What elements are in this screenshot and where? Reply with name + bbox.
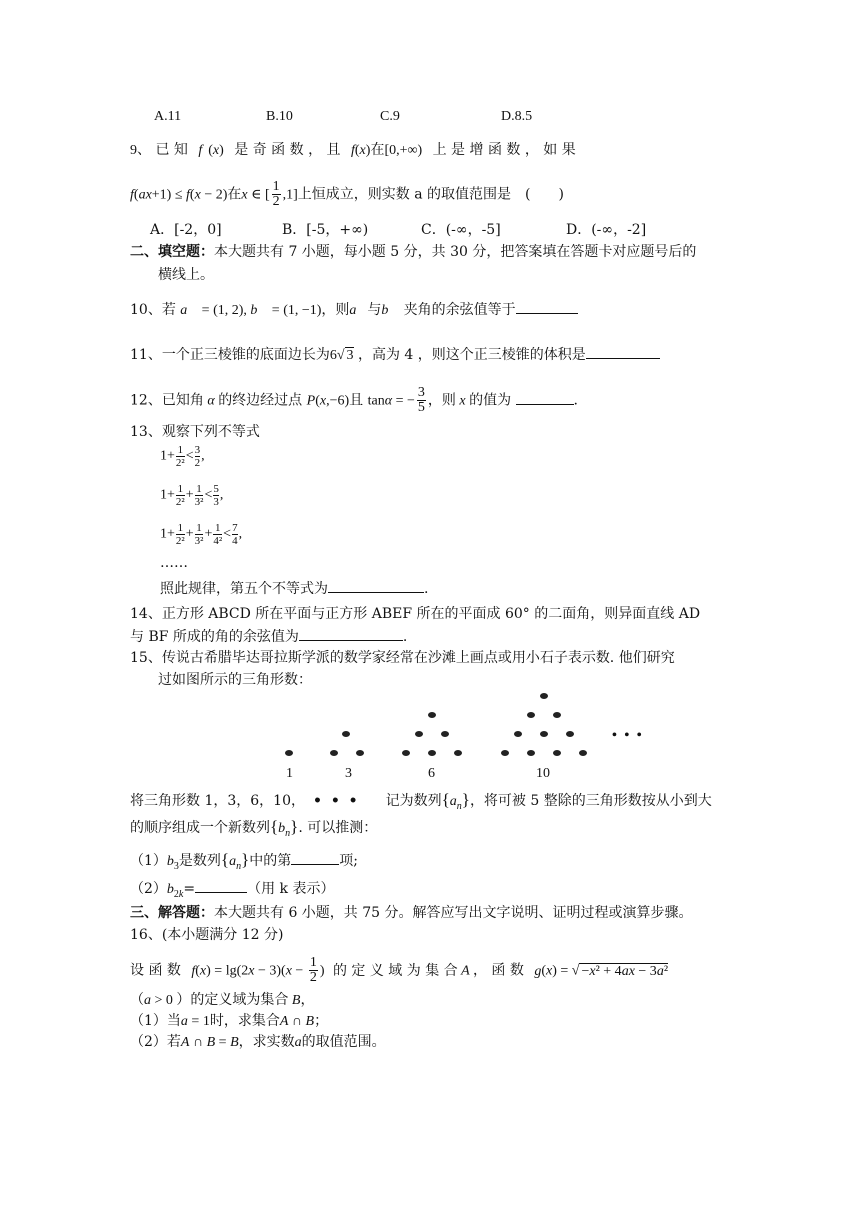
q15-line2: 过如图所示的三角形数： <box>158 672 312 688</box>
q15-sub1: $(1)b_3$是数列$\{a_n\}$中的第 项; <box>130 850 358 872</box>
triangle-dot <box>415 731 423 737</box>
triangle-dot <box>566 731 574 737</box>
q11: 11、一个正三棱锥的底面边长为6√ 3 ，高为 4 ，则这个正三棱锥的体积是 <box>130 344 660 366</box>
q8-option-c: C.9 <box>380 109 400 124</box>
q9-line1: 9、 已 知 f (x) 是 奇 函 数 ， 且 f(x)在[0,+∞) 上 是 增 函 数 ， 如 果 <box>130 142 576 158</box>
q16-sub1: （1）当a = 1时，求集合A ∩ B； <box>130 1013 329 1029</box>
triangle-dot <box>553 750 561 756</box>
q16-line1: 设 函 数 f(x) = lg(2x − 3)(x − $\frac{1}{2}$ ) 的 定 义 域 为 集 合 A ， 函 数 g(x) = √ −x² + 4ax − 3a² <box>130 955 669 985</box>
q13-dots: …… <box>160 555 188 571</box>
section2-line1: 二、填空题：本大题共有 7 小题，每小题 5 分，共 30 分，把答案填在答题卡对应题号后的 <box>130 244 697 260</box>
triangle-dot <box>402 750 410 756</box>
q13-ineq-2: 1+ $\frac{1}{\text{2²}}$ + $\frac{1}{\text{3²}}$ < $\frac{5}{3}$ , <box>160 483 224 508</box>
q13-ineq-1: 1+ $\frac{1}{\text{2²}}$ < $\frac{3}{2}$ , <box>160 444 205 469</box>
q9-option-d: D．(-∞，-2] <box>566 222 647 238</box>
triangle-dot <box>553 712 561 718</box>
triangle-dot <box>454 750 462 756</box>
q16-line2: （a > 0 ）的定义域为集合 B， <box>130 992 315 1008</box>
triangle-dot <box>441 731 449 737</box>
section2-heading: 二、填空题： <box>130 244 214 260</box>
q13-ineq-3: 1+ $\frac{1}{\text{2²}}$ + $\frac{1}{\text{3²}}$ + $\frac{1}{\text{4²}}$ < $\frac{7}{4}$ , <box>160 522 243 547</box>
q9-option-b: B．[-5，+∞) <box>282 222 369 238</box>
q15-after-line2: 的顺序组成一个新数列$\{b_n\}$. 可以推测： <box>130 817 378 839</box>
triangle-dot <box>527 750 535 756</box>
q16-sub2: （2）若A ∩ B = B，求实数a的取值范围。 <box>130 1034 386 1050</box>
q15-line1: 15、传说古希腊毕达哥拉斯学派的数学家经常在沙滩上画点或用小石子表示数. 他们研究 <box>130 650 675 666</box>
triangle-label-10: 10 <box>536 766 550 781</box>
triangle-dot <box>285 750 293 756</box>
triangle-dot <box>527 712 535 718</box>
q10: 10、若 a⃗ = (1, 2), b⃗ = (1, −1)，则a⃗与b⃗ 夹角的余弦值等于 <box>130 299 578 321</box>
triangle-label-3: 3 <box>345 766 352 781</box>
q8-option-a: A.11 <box>154 109 182 124</box>
triangle-dot <box>428 750 436 756</box>
triangle-label-6: 6 <box>428 766 435 781</box>
q9-option-a: A．[-2，0] <box>150 222 222 238</box>
triangle-dot <box>579 750 587 756</box>
triangle-dot <box>356 750 364 756</box>
q13-title: 13、观察下列不等式 <box>130 424 260 440</box>
triangle-dot <box>540 693 548 699</box>
triangle-dot <box>514 731 522 737</box>
q8-option-b: B.10 <box>266 109 293 124</box>
section2-line2: 横线上。 <box>158 267 214 283</box>
q15-sub2: $(2)b_{2k}=$ （用 k 表示） <box>130 878 335 905</box>
q9-line2: f(ax+1) ≤ f(x − 2)在x ∈ [ $\frac{1}{2}$ ,1]上恒成立，则实数 a 的取值范围是 ( ) <box>130 179 564 209</box>
triangle-dot <box>428 712 436 718</box>
triangle-dot <box>501 750 509 756</box>
triangle-dot <box>342 731 350 737</box>
section3-line: 三、解答题：本大题共有 6 小题，共 75 分。解答应写出文字说明、证明过程或演算步骤。 <box>130 905 693 921</box>
q14-line1: 14、正方形 ABCD 所在平面与正方形 ABEF 所在的平面成 60° 的二面角，则异面直线 AD <box>130 606 701 622</box>
triangle-ellipsis: • • • <box>612 728 644 743</box>
triangle-dot <box>540 731 548 737</box>
q15-after-line1: 将三角形数 1，3，6，10， • • • 记为数列$\{a_n\}$，将可被 5 整除的三角形数按从小到大 <box>130 790 712 812</box>
q12: 12、已知角 α 的终边经过点 P(x,−6)且 tanα = − $\frac{3}{5}$ ，则 x 的值为 . <box>130 385 578 415</box>
q13-rule: 照此规律，第五个不等式为 . <box>160 578 428 599</box>
q14-line2: 与 BF 所成的角的余弦值为 . <box>130 626 407 647</box>
triangle-label-1: 1 <box>286 766 293 781</box>
q9-option-c: C．(-∞，-5] <box>421 222 501 238</box>
triangle-dot <box>330 750 338 756</box>
q8-option-d: D.8.5 <box>501 109 533 124</box>
section3-heading: 三、解答题： <box>130 905 214 921</box>
q16-title: 16、(本小题满分 12 分) <box>130 927 284 943</box>
